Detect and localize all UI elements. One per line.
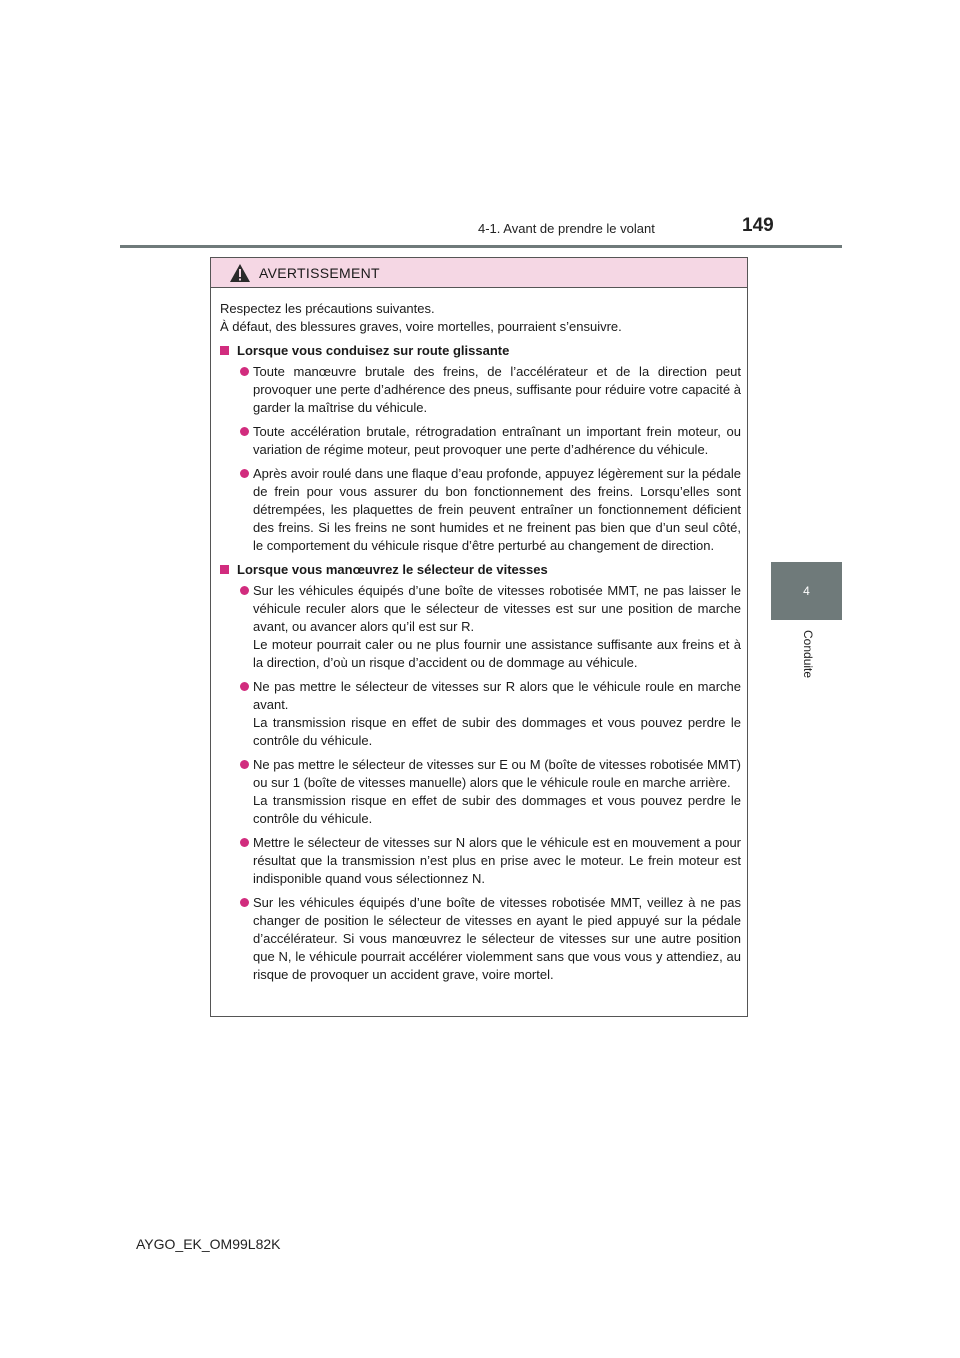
bullet-text xyxy=(253,363,741,417)
circle-bullet-icon xyxy=(240,427,249,436)
circle-bullet-icon xyxy=(240,469,249,478)
page-number: 149 xyxy=(742,215,774,236)
bullet-paragraph: Le moteur pourrait caler ou ne plus fournir une assistance suffisante aux freins et à la direction, d’où un risque d’accident ou de dommage au véhicule. xyxy=(253,637,741,670)
bullet-item xyxy=(240,363,741,417)
document-code: AYGO_EK_OM99L82K xyxy=(136,1236,281,1252)
warning-title: AVERTISSEMENT xyxy=(259,264,380,281)
bullet-text xyxy=(253,834,741,888)
circle-bullet-icon xyxy=(240,760,249,769)
warning-header xyxy=(211,258,747,288)
bullet-item xyxy=(240,423,741,459)
square-bullet-icon xyxy=(220,565,229,574)
bullet-item xyxy=(240,894,741,984)
bullet-paragraph: Ne pas mettre le sélecteur de vitesses sur R alors que le véhicule roule en marche avant. xyxy=(253,679,741,712)
bullet-item xyxy=(240,756,741,828)
warning-triangle-icon xyxy=(229,263,251,283)
intro-line: Respectez les précautions suivantes. xyxy=(220,301,435,316)
bullet-paragraph: Après avoir roulé dans une flaque d’eau profonde, appuyez légèrement sur la pédale de frein pour vous assurer du bon fonctionnement des freins. Lorsqu’elles sont détrempées, les plaquettes de frein peuvent entraîner un fonctionnement déficient des freins. Si les freins ne sont humides et ne freinent pas bien que d’un seul côté, le comportement du véhicule risque d’être perturbé au changement de direction. xyxy=(253,466,741,553)
bullet-paragraph: Toute accélération brutale, rétrogradation entraînant un important frein moteur, ou variation de régime moteur, peut provoquer une perte d’adhérence du véhicule. xyxy=(253,424,741,457)
circle-bullet-icon xyxy=(240,367,249,376)
bullet-text xyxy=(253,582,741,672)
bullet-item xyxy=(240,678,741,750)
bullet-text xyxy=(253,756,741,828)
warning-sections xyxy=(220,342,741,984)
bullet-paragraph: Sur les véhicules équipés d’une boîte de vitesses robotisée MMT, veillez à ne pas changer de position le sélecteur de vitesses en ayant le pied appuyé sur la pédale d’accélérateur. Si vous manœuvrez le sélecteur de vitesses sur une autre position que N, le véhicule pourrait accélérer violemment sans que vous vous y attendiez, au risque de provoquer un accident grave, voire mortel. xyxy=(253,895,741,982)
chapter-number: 4 xyxy=(803,584,810,598)
chapter-tab[interactable] xyxy=(771,562,842,620)
section-heading-text: Lorsque vous conduisez sur route glissante xyxy=(237,343,510,358)
bullet-text xyxy=(253,678,741,750)
circle-bullet-icon xyxy=(240,898,249,907)
section-title: 4-1. Avant de prendre le volant xyxy=(478,221,655,236)
circle-bullet-icon xyxy=(240,586,249,595)
warning-body xyxy=(211,288,747,984)
circle-bullet-icon xyxy=(240,682,249,691)
bullet-item xyxy=(240,582,741,672)
bullet-item xyxy=(240,465,741,555)
bullet-paragraph: Sur les véhicules équipés d’une boîte de vitesses robotisée MMT, ne pas laisser le véhicule reculer alors que le sélecteur de vitesses est sur une position de marche avant, ou avancer alors qu’il est sur R. xyxy=(253,583,741,634)
bullet-paragraph: La transmission risque en effet de subir des dommages et vous pouvez perdre le contrôle du véhicule. xyxy=(253,715,741,748)
bullet-paragraph: Toute manœuvre brutale des freins, de l’accélérateur et de la direction peut provoquer une perte d’adhérence des pneus, suffisante pour réduire votre capacité à garder la maîtrise du véhicule. xyxy=(253,364,741,415)
section-heading xyxy=(220,342,741,360)
warning-box xyxy=(210,257,748,1017)
circle-bullet-icon xyxy=(240,838,249,847)
bullet-paragraph: Ne pas mettre le sélecteur de vitesses sur E ou M (boîte de vitesses robotisée MMT) ou sur 1 (boîte de vitesses manuelle) alors que le véhicule roule en marche arrière. xyxy=(253,757,741,790)
intro-line: À défaut, des blessures graves, voire mortelles, pourraient s’ensuivre. xyxy=(220,319,622,334)
bullet-text xyxy=(253,465,741,555)
square-bullet-icon xyxy=(220,346,229,355)
section-heading-text: Lorsque vous manœuvrez le sélecteur de vitesses xyxy=(237,562,548,577)
bullet-text xyxy=(253,423,741,459)
warning-intro xyxy=(220,300,741,336)
header-divider xyxy=(120,245,842,248)
bullet-text xyxy=(253,894,741,984)
bullet-paragraph: La transmission risque en effet de subir des dommages et vous pouvez perdre le contrôle du véhicule. xyxy=(253,793,741,826)
bullet-item xyxy=(240,834,741,888)
section-heading xyxy=(220,561,741,579)
bullet-paragraph: Mettre le sélecteur de vitesses sur N alors que le véhicule est en mouvement a pour résultat que la transmission n’est plus en prise avec le moteur. Le frein moteur est indisponible quand vous sélectionnez N. xyxy=(253,835,741,886)
chapter-label: Conduite xyxy=(801,630,815,679)
